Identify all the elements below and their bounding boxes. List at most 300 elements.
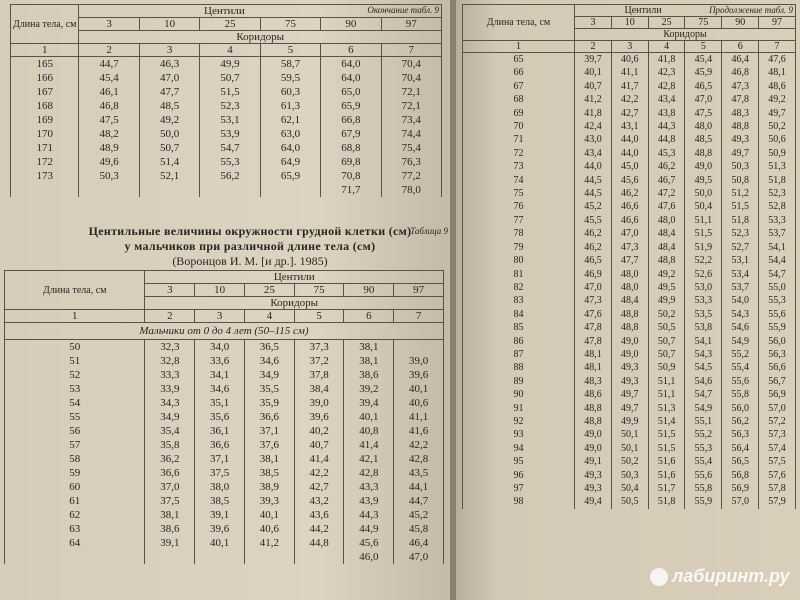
value-cell: 47,0 xyxy=(394,550,444,564)
value-cell: 71,7 xyxy=(321,183,381,197)
length-cell: 92 xyxy=(463,415,575,428)
table-row xyxy=(463,254,796,267)
value-cell: 53,7 xyxy=(722,281,759,294)
value-cell: 41,2 xyxy=(575,93,612,106)
value-cell: 33,9 xyxy=(145,382,195,396)
value-cell: 53,1 xyxy=(722,254,759,267)
corridor-cell: 7 xyxy=(381,44,441,57)
value-cell xyxy=(260,183,320,197)
value-cell: 52,3 xyxy=(200,99,260,113)
value-cell: 50,7 xyxy=(200,71,260,85)
value-cell: 48,8 xyxy=(575,402,612,415)
table-row xyxy=(11,99,442,113)
centiles-label: Центили xyxy=(624,5,662,16)
length-cell: 82 xyxy=(463,281,575,294)
value-cell: 38,0 xyxy=(195,480,245,494)
length-cell: 96 xyxy=(463,469,575,482)
watermark xyxy=(650,566,790,587)
value-cell: 39,1 xyxy=(145,536,195,550)
value-cell: 57,4 xyxy=(759,442,796,455)
value-cell: 42,7 xyxy=(294,480,344,494)
value-cell: 37,6 xyxy=(244,438,294,452)
value-cell: 39,0 xyxy=(394,354,444,368)
centile-cell: 90 xyxy=(321,18,381,31)
value-cell: 61,3 xyxy=(260,99,320,113)
value-cell: 56,9 xyxy=(759,388,796,401)
centile-cell: 3 xyxy=(575,17,612,29)
table-row xyxy=(5,550,444,564)
value-cell: 62,1 xyxy=(260,113,320,127)
length-header: Длина тела, см xyxy=(11,5,79,44)
value-cell: 40,1 xyxy=(244,508,294,522)
value-cell: 36,1 xyxy=(195,424,245,438)
value-cell: 40,1 xyxy=(575,66,612,79)
value-cell: 47,2 xyxy=(648,187,685,200)
corridor-cell: 7 xyxy=(394,310,444,323)
value-cell: 50,2 xyxy=(759,120,796,133)
value-cell: 48,8 xyxy=(648,254,685,267)
value-cell: 64,0 xyxy=(321,57,381,72)
centile-cell: 90 xyxy=(722,17,759,29)
length-cell: 85 xyxy=(463,321,575,334)
left-top-body xyxy=(11,57,442,198)
corridor-cell: 3 xyxy=(139,44,199,57)
length-cell: 98 xyxy=(463,495,575,508)
value-cell: 56,3 xyxy=(722,428,759,441)
corridor-cell: 5 xyxy=(260,44,320,57)
table-row xyxy=(5,382,444,396)
corridors-header: Коридоры xyxy=(79,31,442,44)
value-cell: 49,9 xyxy=(200,57,260,72)
value-cell: 42,8 xyxy=(344,466,394,480)
value-cell: 47,3 xyxy=(611,241,648,254)
corridor-cell: 2 xyxy=(575,41,612,53)
value-cell: 39,7 xyxy=(575,53,612,67)
table-row xyxy=(463,174,796,187)
value-cell: 38,1 xyxy=(344,340,394,355)
value-cell: 48,5 xyxy=(685,133,722,146)
value-cell: 44,2 xyxy=(294,522,344,536)
value-cell: 39,2 xyxy=(344,382,394,396)
value-cell: 46,5 xyxy=(575,254,612,267)
value-cell: 43,9 xyxy=(344,494,394,508)
length-cell: 56 xyxy=(5,424,145,438)
length-cell: 66 xyxy=(463,66,575,79)
table-row xyxy=(463,53,796,67)
value-cell: 52,6 xyxy=(685,268,722,281)
value-cell: 64,9 xyxy=(260,155,320,169)
value-cell: 55,3 xyxy=(200,155,260,169)
length-cell: 94 xyxy=(463,442,575,455)
table-row xyxy=(463,375,796,388)
table-row xyxy=(463,147,796,160)
value-cell: 57,6 xyxy=(759,469,796,482)
table-row xyxy=(11,113,442,127)
table-row xyxy=(463,442,796,455)
value-cell: 70,4 xyxy=(381,71,441,85)
value-cell: 54,7 xyxy=(200,141,260,155)
value-cell: 70,4 xyxy=(381,57,441,72)
value-cell: 64,0 xyxy=(260,141,320,155)
value-cell: 54,0 xyxy=(722,294,759,307)
table-row xyxy=(463,388,796,401)
value-cell: 39,6 xyxy=(294,410,344,424)
value-cell: 65,9 xyxy=(260,169,320,183)
value-cell: 49,3 xyxy=(575,469,612,482)
value-cell: 49,2 xyxy=(759,93,796,106)
value-cell: 33,6 xyxy=(195,354,245,368)
value-cell: 35,4 xyxy=(145,424,195,438)
table-row xyxy=(5,452,444,466)
centile-cell: 97 xyxy=(394,284,444,297)
value-cell: 44,8 xyxy=(294,536,344,550)
value-cell: 53,7 xyxy=(759,227,796,240)
table-row xyxy=(463,361,796,374)
value-cell: 43,6 xyxy=(294,508,344,522)
length-cell: 71 xyxy=(463,133,575,146)
corridors-header: Коридоры xyxy=(575,29,796,41)
value-cell: 34,9 xyxy=(145,410,195,424)
table-row xyxy=(11,183,442,197)
value-cell: 51,6 xyxy=(648,469,685,482)
value-cell: 48,8 xyxy=(575,415,612,428)
table-row xyxy=(11,127,442,141)
value-cell: 48,0 xyxy=(611,281,648,294)
corridor-cell: 4 xyxy=(648,41,685,53)
length-cell: 165 xyxy=(11,57,79,72)
centile-cell: 25 xyxy=(648,17,685,29)
value-cell: 47,0 xyxy=(575,281,612,294)
table-row xyxy=(463,428,796,441)
right-table xyxy=(462,4,796,509)
value-cell: 42,1 xyxy=(344,452,394,466)
value-cell: 48,1 xyxy=(575,361,612,374)
table-row xyxy=(463,120,796,133)
value-cell: 46,6 xyxy=(611,200,648,213)
value-cell: 45,9 xyxy=(685,66,722,79)
value-cell: 49,0 xyxy=(685,160,722,173)
value-cell: 51,8 xyxy=(648,495,685,508)
corridor-cell: 7 xyxy=(759,41,796,53)
corridor-cell: 5 xyxy=(294,310,344,323)
value-cell: 41,4 xyxy=(344,438,394,452)
value-cell: 46,2 xyxy=(611,187,648,200)
value-cell: 50,3 xyxy=(722,160,759,173)
value-cell: 39,4 xyxy=(344,396,394,410)
value-cell: 40,1 xyxy=(394,382,444,396)
table-row xyxy=(463,402,796,415)
table-row xyxy=(5,368,444,382)
table-row xyxy=(11,57,442,72)
value-cell: 63,0 xyxy=(260,127,320,141)
value-cell: 39,6 xyxy=(195,522,245,536)
value-cell: 58,7 xyxy=(260,57,320,72)
value-cell: 52,1 xyxy=(139,169,199,183)
length-cell: 97 xyxy=(463,482,575,495)
value-cell: 44,5 xyxy=(575,174,612,187)
value-cell: 43,2 xyxy=(294,494,344,508)
value-cell: 54,7 xyxy=(685,388,722,401)
corridor-cell: 3 xyxy=(611,41,648,53)
length-cell: 53 xyxy=(5,382,145,396)
corridor-cell: 5 xyxy=(685,41,722,53)
table-row xyxy=(463,200,796,213)
value-cell: 56,4 xyxy=(722,442,759,455)
value-cell: 57,3 xyxy=(759,428,796,441)
value-cell: 69,8 xyxy=(321,155,381,169)
value-cell: 43,8 xyxy=(648,107,685,120)
length-cell: 62 xyxy=(5,508,145,522)
value-cell: 54,1 xyxy=(759,241,796,254)
value-cell: 36,6 xyxy=(195,438,245,452)
table-row xyxy=(463,133,796,146)
value-cell: 42,2 xyxy=(394,438,444,452)
value-cell: 57,0 xyxy=(722,495,759,508)
value-cell: 39,3 xyxy=(244,494,294,508)
value-cell: 55,2 xyxy=(722,348,759,361)
value-cell: 51,2 xyxy=(722,187,759,200)
value-cell: 59,5 xyxy=(260,71,320,85)
table-row xyxy=(463,160,796,173)
value-cell: 44,7 xyxy=(79,57,139,72)
value-cell xyxy=(139,183,199,197)
length-cell: 60 xyxy=(5,480,145,494)
value-cell: 52,8 xyxy=(759,200,796,213)
value-cell: 60,3 xyxy=(260,85,320,99)
value-cell: 48,8 xyxy=(722,120,759,133)
corridor-cell: 2 xyxy=(79,44,139,57)
value-cell xyxy=(244,550,294,564)
value-cell: 36,5 xyxy=(244,340,294,355)
left-top-table xyxy=(10,4,442,197)
value-cell: 48,8 xyxy=(611,308,648,321)
table-row xyxy=(463,66,796,79)
value-cell xyxy=(195,550,245,564)
value-cell: 44,3 xyxy=(344,508,394,522)
length-cell: 64 xyxy=(5,536,145,550)
value-cell: 51,5 xyxy=(685,227,722,240)
table-row xyxy=(463,335,796,348)
corridor-cell: 4 xyxy=(200,44,260,57)
corridor-cell: 4 xyxy=(244,310,294,323)
length-cell: 168 xyxy=(11,99,79,113)
length-cell: 169 xyxy=(11,113,79,127)
value-cell: 51,3 xyxy=(648,402,685,415)
corridors-header: Коридоры xyxy=(145,297,444,310)
value-cell: 53,9 xyxy=(200,127,260,141)
value-cell: 68,8 xyxy=(321,141,381,155)
value-cell: 43,4 xyxy=(575,147,612,160)
value-cell: 45,6 xyxy=(344,536,394,550)
table-row xyxy=(463,268,796,281)
table-caption: Окончание табл. 9 xyxy=(367,5,439,15)
length-cell: 61 xyxy=(5,494,145,508)
table-row xyxy=(463,321,796,334)
value-cell: 44,7 xyxy=(394,494,444,508)
value-cell: 50,1 xyxy=(611,428,648,441)
value-cell: 47,6 xyxy=(648,200,685,213)
value-cell: 39,0 xyxy=(294,396,344,410)
value-cell: 56,3 xyxy=(759,348,796,361)
value-cell: 54,9 xyxy=(722,335,759,348)
value-cell: 36,6 xyxy=(244,410,294,424)
value-cell: 49,3 xyxy=(722,133,759,146)
table-row xyxy=(5,396,444,410)
value-cell: 46,2 xyxy=(648,160,685,173)
length-cell: 69 xyxy=(463,107,575,120)
value-cell: 45,2 xyxy=(394,508,444,522)
value-cell: 37,3 xyxy=(294,340,344,355)
value-cell: 50,6 xyxy=(759,133,796,146)
value-cell: 55,3 xyxy=(685,442,722,455)
value-cell: 38,6 xyxy=(344,368,394,382)
value-cell: 40,6 xyxy=(244,522,294,536)
centile-cell: 75 xyxy=(685,17,722,29)
value-cell: 46,7 xyxy=(648,174,685,187)
value-cell: 46,6 xyxy=(611,214,648,227)
value-cell: 51,1 xyxy=(685,214,722,227)
value-cell: 48,0 xyxy=(685,120,722,133)
value-cell: 51,7 xyxy=(648,482,685,495)
value-cell: 37,8 xyxy=(294,368,344,382)
value-cell: 42,4 xyxy=(575,120,612,133)
corridor-cell: 2 xyxy=(145,310,195,323)
value-cell: 37,2 xyxy=(294,354,344,368)
value-cell: 47,3 xyxy=(575,294,612,307)
value-cell xyxy=(200,183,260,197)
length-cell: 72 xyxy=(463,147,575,160)
value-cell: 39,6 xyxy=(394,368,444,382)
table-row xyxy=(463,187,796,200)
value-cell: 42,8 xyxy=(648,80,685,93)
length-cell: 79 xyxy=(463,241,575,254)
value-cell: 78,0 xyxy=(381,183,441,197)
value-cell: 49,7 xyxy=(722,147,759,160)
length-cell: 83 xyxy=(463,294,575,307)
centiles-header xyxy=(79,5,442,18)
value-cell: 43,5 xyxy=(394,466,444,480)
value-cell: 51,3 xyxy=(759,160,796,173)
table-title-line2: у мальчиков при различной длине тела (см) xyxy=(124,239,376,253)
value-cell: 57,9 xyxy=(759,495,796,508)
value-cell: 37,1 xyxy=(195,452,245,466)
value-cell: 48,8 xyxy=(611,321,648,334)
length-cell: 50 xyxy=(5,340,145,355)
value-cell: 37,0 xyxy=(145,480,195,494)
value-cell: 52,3 xyxy=(722,227,759,240)
value-cell: 55,9 xyxy=(759,321,796,334)
value-cell: 35,8 xyxy=(145,438,195,452)
table-row xyxy=(5,424,444,438)
value-cell xyxy=(79,183,139,197)
table-row xyxy=(463,415,796,428)
value-cell: 33,3 xyxy=(145,368,195,382)
value-cell: 44,5 xyxy=(575,187,612,200)
value-cell: 75,4 xyxy=(381,141,441,155)
value-cell: 55,3 xyxy=(759,294,796,307)
table-row xyxy=(11,85,442,99)
value-cell xyxy=(394,340,444,355)
value-cell: 43,0 xyxy=(575,133,612,146)
value-cell: 38,1 xyxy=(244,452,294,466)
centile-cell: 75 xyxy=(294,284,344,297)
centile-cell: 3 xyxy=(79,18,139,31)
value-cell: 49,3 xyxy=(611,375,648,388)
value-cell: 46,1 xyxy=(79,85,139,99)
value-cell: 74,4 xyxy=(381,127,441,141)
value-cell: 32,8 xyxy=(145,354,195,368)
centile-cell: 25 xyxy=(244,284,294,297)
centile-cell: 10 xyxy=(611,17,648,29)
value-cell: 57,5 xyxy=(759,455,796,468)
value-cell: 50,7 xyxy=(648,348,685,361)
value-cell: 52,7 xyxy=(722,241,759,254)
value-cell: 41,8 xyxy=(648,53,685,67)
value-cell: 45,2 xyxy=(575,200,612,213)
table-row xyxy=(463,294,796,307)
value-cell: 48,4 xyxy=(648,241,685,254)
value-cell: 47,0 xyxy=(611,227,648,240)
value-cell: 48,0 xyxy=(648,214,685,227)
value-cell: 51,8 xyxy=(759,174,796,187)
value-cell: 34,1 xyxy=(195,368,245,382)
value-cell: 35,9 xyxy=(244,396,294,410)
value-cell: 43,1 xyxy=(611,120,648,133)
centile-cell: 3 xyxy=(145,284,195,297)
length-cell: 172 xyxy=(11,155,79,169)
value-cell: 51,1 xyxy=(648,388,685,401)
value-cell: 55,8 xyxy=(685,482,722,495)
value-cell: 49,0 xyxy=(575,428,612,441)
centile-cell: 25 xyxy=(200,18,260,31)
value-cell: 55,6 xyxy=(759,308,796,321)
value-cell: 49,7 xyxy=(611,388,648,401)
value-cell: 64,0 xyxy=(321,71,381,85)
value-cell: 41,6 xyxy=(394,424,444,438)
length-cell: 91 xyxy=(463,402,575,415)
value-cell: 42,2 xyxy=(611,93,648,106)
value-cell: 51,8 xyxy=(722,214,759,227)
table-title-block xyxy=(60,224,448,269)
corridor-cell: 1 xyxy=(11,44,79,57)
length-cell: 90 xyxy=(463,388,575,401)
value-cell: 37,5 xyxy=(145,494,195,508)
value-cell: 49,4 xyxy=(575,495,612,508)
centile-cell: 10 xyxy=(195,284,245,297)
value-cell: 50,0 xyxy=(139,127,199,141)
value-cell: 54,3 xyxy=(685,348,722,361)
value-cell: 46,2 xyxy=(575,227,612,240)
centile-cell: 90 xyxy=(344,284,394,297)
value-cell: 43,4 xyxy=(648,93,685,106)
value-cell: 56,6 xyxy=(759,361,796,374)
value-cell: 46,4 xyxy=(394,536,444,550)
value-cell: 56,8 xyxy=(722,469,759,482)
value-cell: 41,4 xyxy=(294,452,344,466)
value-cell: 48,8 xyxy=(685,147,722,160)
value-cell: 54,9 xyxy=(685,402,722,415)
centile-cell: 10 xyxy=(139,18,199,31)
value-cell: 48,6 xyxy=(575,388,612,401)
length-cell xyxy=(5,550,145,564)
length-cell: 59 xyxy=(5,466,145,480)
value-cell: 38,6 xyxy=(145,522,195,536)
centile-cell: 75 xyxy=(260,18,320,31)
value-cell: 44,9 xyxy=(344,522,394,536)
value-cell: 49,9 xyxy=(611,415,648,428)
table-row xyxy=(463,107,796,120)
value-cell: 46,8 xyxy=(79,99,139,113)
